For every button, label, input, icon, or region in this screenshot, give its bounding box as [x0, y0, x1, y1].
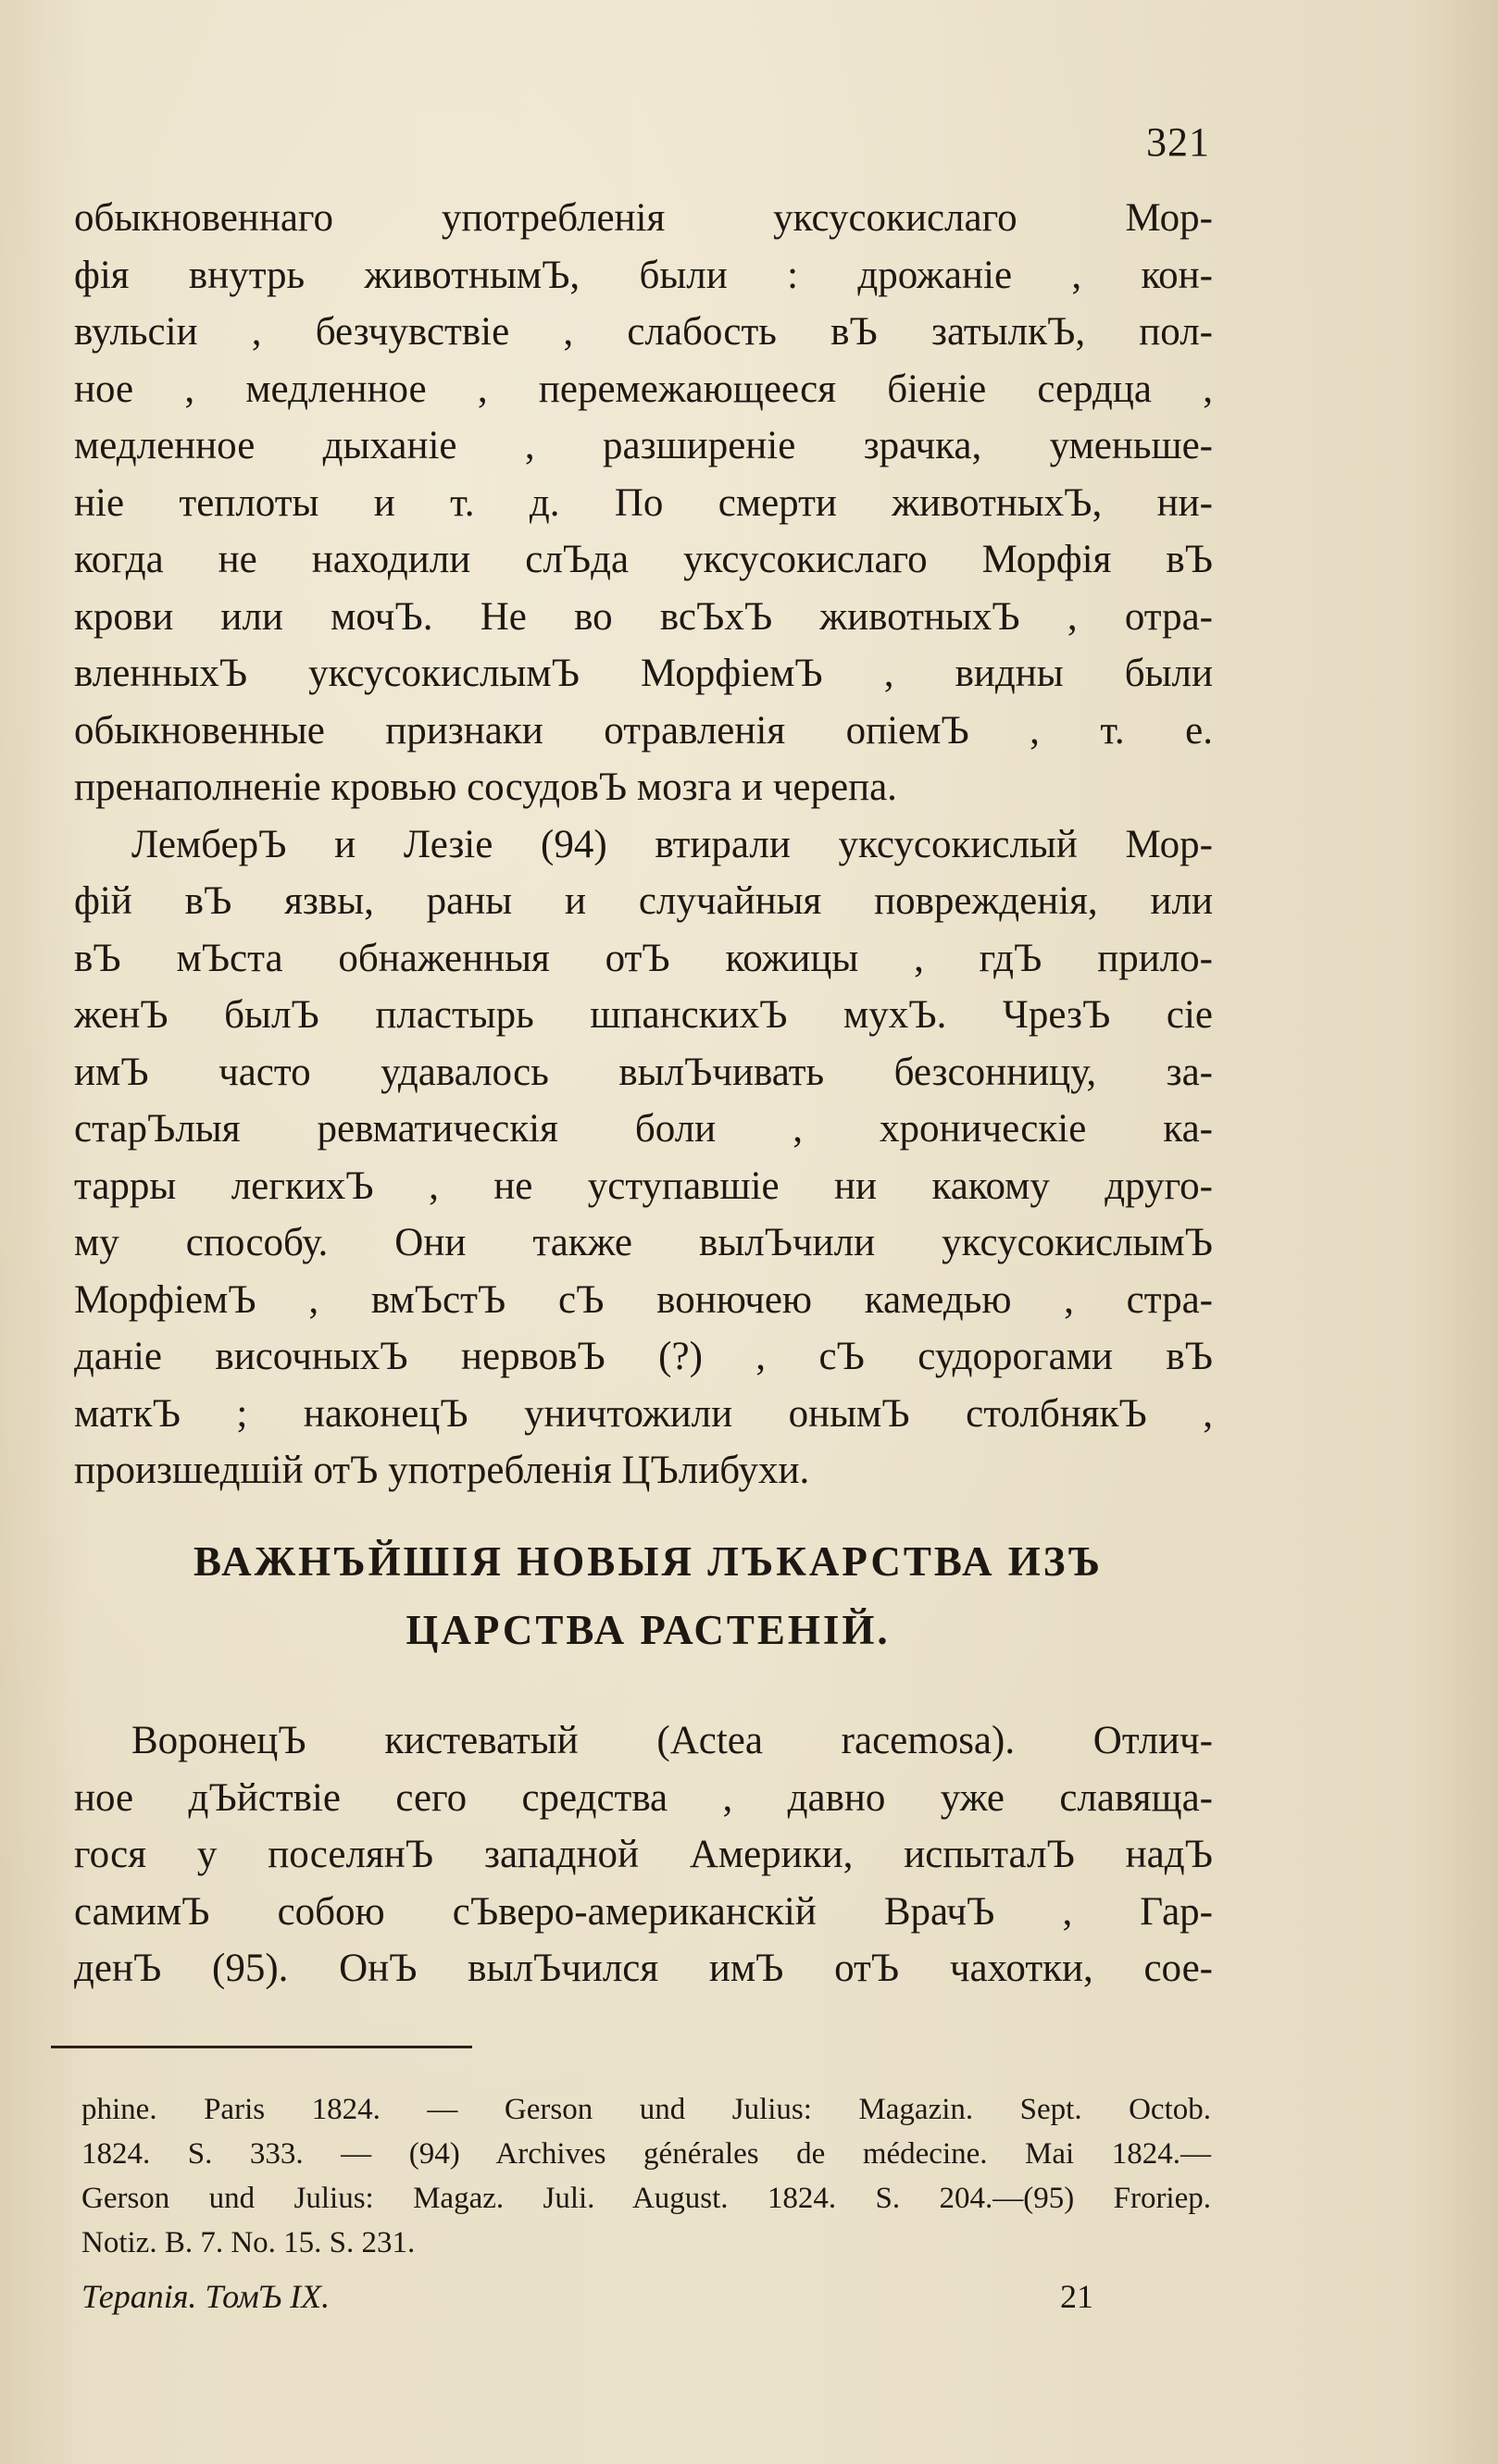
heading-line: ЦАРСТВА РАСТЕНІЙ.: [406, 1607, 891, 1653]
text-line: ніе теплоты и т. д. По смерти животныхЪ, ни-: [74, 480, 1213, 525]
text-line: ное дЪйствіе сего средства , давно уже славяща-: [74, 1775, 1213, 1820]
text-line: обыкновенные признаки отравленія опіемЪ , т. е.: [74, 708, 1213, 753]
text-line: тарры легкихЪ , не уступавшіе ни какому друго-: [74, 1164, 1213, 1208]
text-line: женЪ былЪ пластырь шпанскихЪ мухЪ. ЧрезЪ сіе: [74, 993, 1213, 1037]
text-line: ЛемберЪ и Лезіе (94) втирали уксусокислый Мор-: [131, 822, 1213, 866]
footnote-line: Notiz. B. 7. No. 15. S. 231.: [81, 2226, 416, 2259]
page-number: 321: [1146, 119, 1210, 165]
text-line: вульсіи , безчувствіе , слабость вЪ затылкЪ, пол-: [74, 310, 1213, 354]
text-line: гося у поселянЪ западной Америки, испыталЪ надЪ: [74, 1833, 1213, 1876]
text-line: старЪлыя ревматическія боли , хроническіе ка-: [74, 1107, 1213, 1151]
text-line: пренаполненіе кровью сосудовЪ мозга и черепа.: [74, 765, 897, 809]
paragraph-actea-racemosa: [74, 1712, 1213, 1997]
footnote-line: phine. Paris 1824. — Gerson und Julius: Magazin. Sept. Octob.: [81, 2093, 1211, 2126]
text-line: вленныхЪ уксусокислымЪ МорфіемЪ , видны были: [74, 652, 1213, 695]
footnotes: [81, 2087, 1211, 2265]
text-line: ВоронецЪ кистеватый (Actea racemosa). Отлич-: [131, 1719, 1213, 1762]
signature-line: Терапія. ТомЪ IX.: [81, 2278, 331, 2315]
text-line: обыкновеннаго употребленія уксусокислаго Мор-: [74, 196, 1213, 240]
heading-line: ВАЖНЪЙШІЯ НОВЫЯ ЛЪКАРСТВА ИЗЪ: [193, 1538, 1103, 1585]
paragraph-morphine-effects: [74, 190, 1213, 1500]
text-line: маткЪ ; наконецЪ уничтожили онымЪ столбнякЪ ,: [74, 1391, 1213, 1436]
footnote-divider: [51, 2046, 472, 2048]
text-line: ное , медленное , перемежающееся біеніе сердца ,: [74, 367, 1213, 411]
text-line: произшедшій отЪ употребленія ЦЪлибухи.: [74, 1449, 810, 1492]
text-line: МорфіемЪ , вмЪстЪ сЪ вонючею камедью , стра-: [74, 1277, 1213, 1322]
text-line: когда не находили слЪда уксусокислаго Морфія вЪ: [74, 538, 1213, 581]
text-line: имЪ часто удавалось вылЪчивать безсонницу, за-: [74, 1050, 1213, 1094]
text-line: вЪ мЪста обнаженныя отЪ кожицы , гдЪ прило-: [74, 936, 1213, 980]
text-line: му способу. Они также вылЪчили уксусокислымЪ: [74, 1221, 1213, 1264]
text-line: фій вЪ язвы, раны и случайныя поврежденія, или: [74, 879, 1213, 923]
section-heading: [56, 1527, 1241, 1664]
text-line: фія внутрь животнымЪ, были : дрожаніе , кон-: [74, 253, 1213, 297]
signature-mark: 21: [1060, 2278, 1093, 2315]
text-line: даніе височныхЪ нервовЪ (?) , сЪ судорогами вЪ: [74, 1335, 1213, 1378]
text-line: самимЪ собою сЪверо-американскій ВрачЪ , Гар-: [74, 1889, 1213, 1934]
footnote-line: 1824. S. 333. — (94) Archives générales de médecine. Mai 1824.—: [81, 2137, 1211, 2171]
text-line: медленное дыханіе , разширеніе зрачка, уменьше-: [74, 424, 1213, 467]
text-line: денЪ (95). ОнЪ вылЪчился имЪ отЪ чахотки, сое-: [74, 1947, 1213, 1990]
footnote-line: Gerson und Julius: Magaz. Juli. August. 1824. S. 204.—(95) Froriep.: [81, 2182, 1211, 2215]
text-line: крови или мочЪ. Не во всЪхЪ животныхЪ , отра-: [74, 594, 1213, 639]
